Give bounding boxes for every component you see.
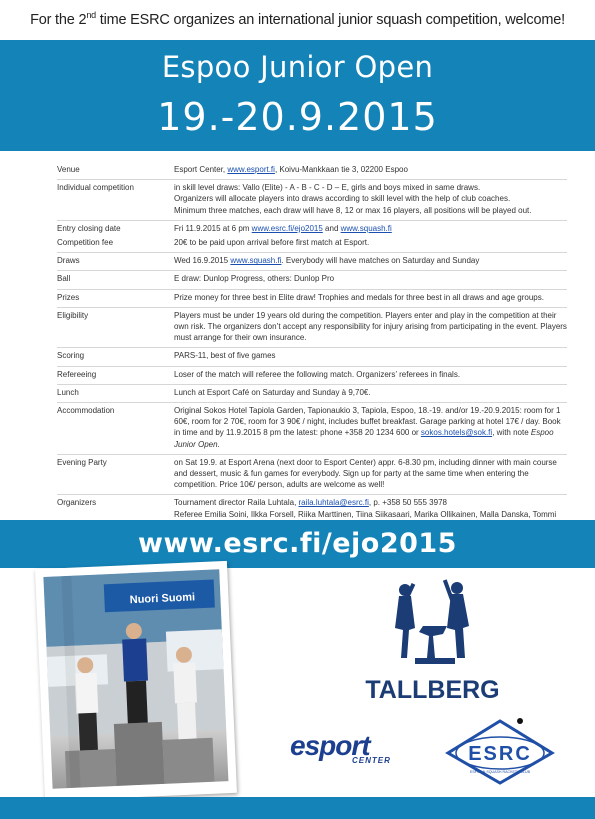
value: Players must be under 19 years old during the competition. Players enter and play in the competition at their own risk. The organizers don’t accept any responsibility for injury arising from participating in the event. Players must arrange for their own insurance. bbox=[174, 310, 567, 343]
value: PARS-11, best of five games bbox=[174, 351, 276, 361]
label: Scoring bbox=[57, 351, 85, 361]
row-party bbox=[57, 455, 567, 496]
value: Original Sokos Hotel Tapiola Garden, Tapionaukio 3, Tapiola, Espoo, 18.-19. and/or 19.-20.9.2015: room for 1 60€, room for 2 70€, room for 3 90€ / night, includes buffet breakfast. Garage parking at hotel 17€ / day. Book in time and by 11.9.2015 8 pm the latest: phone +358 20 1234 600 or sokos.hotels@sok.fi, with note Espoo Junior Open. bbox=[174, 406, 561, 449]
value: Esport Center, www.esport.fi, Koivu-Mankkaan tie 3, 02200 Espoo bbox=[174, 165, 408, 174]
row-ball bbox=[57, 271, 567, 289]
value: Prize money for three best in Elite draw! Trophies and medals for three best in all draws and age groups. bbox=[174, 292, 544, 302]
website-banner[interactable]: www.esrc.fi/ejo2015 bbox=[0, 520, 595, 568]
value: Tournament director Raila Luhtala, raila.luhtala@esrc.fi, p. +358 50 555 3978 Referee Emilia Soini, Ilkka Forsell, Riika Marttinen, Tiina Siikasaari, Marika Ollikainen, Malla Danska, Tommi bbox=[174, 498, 557, 519]
row-accommodation bbox=[57, 403, 567, 455]
esport-logo-subtext: CENTER bbox=[352, 756, 391, 765]
photo-banner-text: Nuori Suomi bbox=[129, 591, 196, 607]
esrc-logo-ring-text: ESPOON SQUASH RACKETS CLUB bbox=[469, 770, 531, 774]
esrc-logo-text: ESRC bbox=[468, 743, 532, 765]
details-table bbox=[57, 162, 567, 532]
row-individual bbox=[57, 180, 567, 221]
row-prizes bbox=[57, 290, 567, 308]
value: on Sat 19.9. at Esport Arena (next door to Esport Center) appr. 6-8.30 pm, including dinner with main course and dessert, music & fun games for everybody. Sign up for party at the same time when entering the competition. Price 10€/ person, adults are welcome as well! bbox=[174, 457, 557, 490]
intro-line: For the 2nd time ESRC organizes an international junior squash competition, welcome! bbox=[30, 10, 565, 28]
value: in skill level draws: Vallo (Elite) - A - B - C - D – E, girls and boys mixed in same draws. Organizers will allocate players into draws according to skill level with the help of club coaches. Minimum three matches, each draw will have 8, 12 or max 16 players, all positions will be played out. bbox=[174, 183, 532, 215]
row-venue bbox=[57, 162, 567, 180]
squash-link[interactable]: www.squash.fi bbox=[340, 223, 392, 233]
label: Refereeing bbox=[57, 369, 97, 379]
event-title: Espoo Junior Open bbox=[161, 50, 434, 84]
organizer-email-link[interactable]: raila.luhtala@esrc.fi bbox=[298, 498, 369, 508]
value: Fri 11.9.2015 at 6 pm www.esrc.fi/ejo2015 and www.squash.fi bbox=[174, 223, 392, 233]
label: Draws bbox=[57, 256, 80, 266]
value: Lunch at Esport Café on Saturday and Sunday à 9,70€. bbox=[174, 387, 371, 397]
label: Ball bbox=[57, 274, 71, 284]
title-banner bbox=[0, 40, 595, 151]
row-lunch bbox=[57, 385, 567, 403]
label: Evening Party bbox=[57, 457, 107, 467]
row-draws bbox=[57, 253, 567, 271]
value: Wed 16.9.2015 www.squash.fi. Everybody will have matches on Saturday and Sunday bbox=[174, 256, 480, 266]
label: Entry closing date bbox=[57, 223, 121, 233]
tallberg-logo-text: TALLBERG bbox=[365, 676, 500, 704]
row-refereeing bbox=[57, 367, 567, 385]
label: Prizes bbox=[57, 292, 80, 302]
value: E draw: Dunlop Progress, others: Dunlop Pro bbox=[174, 274, 335, 284]
esport-logo-text: esport bbox=[290, 730, 370, 761]
value: Loser of the match will referee the following match. Organizers’ referees in finals. bbox=[174, 369, 461, 379]
esport-logo bbox=[290, 730, 420, 765]
event-dates: 19.-20.9.2015 bbox=[157, 95, 438, 139]
row-fee bbox=[57, 235, 567, 253]
sokos-email-link[interactable]: sokos.hotels@sok.fi bbox=[420, 428, 493, 438]
label: Competition fee bbox=[57, 238, 114, 248]
bottom-strip bbox=[0, 797, 595, 819]
row-entry-closing bbox=[57, 221, 567, 235]
podium-photo bbox=[35, 561, 237, 801]
row-scoring bbox=[57, 348, 567, 366]
tallberg-blacksmith-icon bbox=[385, 578, 485, 668]
value: 20€ to be paid upon arrival before first match at Esport. bbox=[174, 238, 370, 248]
label: Accommodation bbox=[57, 406, 115, 416]
label: Eligibility bbox=[57, 310, 89, 320]
row-eligibility bbox=[57, 308, 567, 349]
label: Venue bbox=[57, 165, 80, 174]
label: Organizers bbox=[57, 498, 97, 508]
squash-link[interactable]: www.squash.fi bbox=[230, 256, 282, 266]
esport-link[interactable]: www.esport.fi bbox=[227, 165, 275, 174]
label: Lunch bbox=[57, 387, 79, 397]
ejo-link[interactable]: www.esrc.fi/ejo2015 bbox=[251, 223, 323, 233]
esrc-logo bbox=[440, 715, 560, 785]
label: Individual competition bbox=[57, 183, 134, 193]
